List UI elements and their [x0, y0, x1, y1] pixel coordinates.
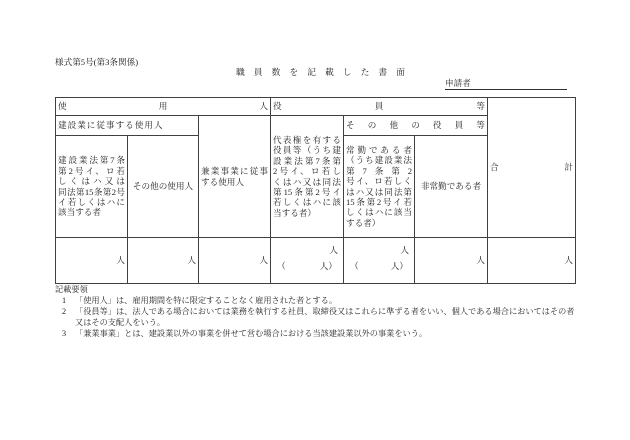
- note-line: 「使用人」は、雇用期間を特に限定することなく雇用された者とする。: [75, 296, 338, 305]
- other-officers-header-cell: [344, 116, 488, 136]
- count-cell-fulltime-officers: [344, 238, 415, 284]
- note-text: [75, 306, 574, 328]
- note-number: 1: [62, 296, 67, 305]
- notes-heading: 記載要領: [55, 285, 88, 294]
- cell-text-line: 若しくはハに該: [273, 197, 341, 208]
- note-item: [55, 306, 615, 328]
- cell-text-line: 建設業法第7条: [58, 155, 125, 166]
- cell-text-line: する者）: [346, 217, 381, 228]
- other-staff-label: その他の使用人: [132, 181, 194, 192]
- form-number: 様式第5号(第3条関係): [55, 57, 139, 67]
- total-header: 合計: [490, 162, 573, 173]
- unit-label: 人: [564, 255, 573, 266]
- cell-text-line: くはハ又は同法: [273, 176, 341, 187]
- count-cell-other-staff: [128, 238, 199, 284]
- open-paren: （: [277, 260, 286, 271]
- count-cell-side-business-staff: [199, 238, 271, 284]
- note-line: 又はその支配人をいう。: [75, 318, 166, 327]
- cell-text-line: はハ又は同法第: [346, 186, 412, 197]
- cell-text-line: 該当する者: [58, 207, 101, 218]
- table-header-row: [56, 98, 576, 116]
- unit-label: 人: [329, 245, 338, 256]
- construction-staff-header-cell: [56, 116, 199, 136]
- total-header-cell: [488, 98, 576, 238]
- unit-label: 人: [116, 255, 125, 266]
- count-row: [56, 238, 576, 284]
- fulltime-officers-cell: [344, 136, 415, 238]
- count-cell-representative-officers: [271, 238, 344, 284]
- note-item: [55, 328, 615, 339]
- applicant-field: [445, 78, 567, 90]
- cell-text-line: 兼業事業に従事: [201, 166, 268, 177]
- side-business-staff-cell: [199, 116, 271, 238]
- cell-text-line: 第2号イ、ロ若: [58, 165, 125, 176]
- cell-text-line: 号イ、ロ若しく: [346, 176, 412, 187]
- fulltime-officers-text: [346, 145, 412, 228]
- parttime-officers-label: 非常勤である者: [420, 181, 482, 192]
- unit-label: 人: [259, 255, 268, 266]
- cell-text-line: 15条第2号イ若: [346, 196, 412, 207]
- applicant-label: 申請者: [445, 78, 471, 88]
- cell-text-line: する使用人: [201, 176, 244, 187]
- cell-text-line: しくはハに該当: [346, 207, 412, 218]
- sub-unit-label: 人）: [390, 260, 408, 271]
- sub-count-line: [277, 261, 338, 271]
- side-business-staff-text: [201, 166, 268, 187]
- cell-text-line: 同法第15条第2号: [58, 186, 125, 197]
- unit-label: 人: [187, 255, 196, 266]
- parttime-officers-cell: [415, 136, 488, 238]
- notes-section: [55, 285, 615, 339]
- document-title: 職員数を記載した書面: [236, 67, 405, 77]
- representative-officers-text: [273, 135, 341, 218]
- employee-count-table: [55, 97, 576, 284]
- cell-text-line: しくはハ又は: [58, 176, 125, 187]
- count-cell-total: [488, 238, 576, 284]
- note-number: 2: [62, 307, 67, 316]
- cell-text-line: 2号イ、ロ若し: [273, 166, 341, 177]
- unit-label: 人: [400, 245, 409, 256]
- note-item: [55, 295, 615, 306]
- officers-header: 役員等: [273, 101, 485, 112]
- other-officers-header: その他の役員等: [346, 120, 485, 131]
- cell-text-line: 第15条第2号イ: [273, 186, 341, 197]
- employees-header: 使用人: [58, 101, 268, 112]
- sub-unit-label: 人）: [319, 260, 337, 271]
- note-text: [75, 295, 337, 306]
- cell-text-line: （うち建設業法: [346, 155, 412, 166]
- other-staff-cell: [128, 136, 199, 238]
- construction-staff-header: 建設業に従事する使用人: [58, 120, 164, 131]
- cell-text-line: 第7条第2: [346, 165, 412, 176]
- cell-text-line: 設業法第7条第: [273, 155, 341, 166]
- note-text: [75, 328, 427, 339]
- unit-label: 人: [476, 255, 485, 266]
- cell-text-line: 当する者）: [273, 207, 316, 218]
- open-paren: （: [350, 260, 359, 271]
- cell-text-line: 代表権を有する: [273, 134, 341, 145]
- qualified-staff-cell: [56, 136, 128, 238]
- sub-count-line: [350, 261, 409, 271]
- count-cell-qualified-staff: [56, 238, 128, 284]
- note-number: 3: [62, 329, 67, 338]
- count-cell-parttime-officers: [415, 238, 488, 284]
- qualified-staff-text: [58, 155, 125, 217]
- note-line: 「兼業事業」とは、建設業以外の事業を併せて営む場合における当該建設業以外の事業をいう。: [75, 329, 428, 338]
- cell-text-line: イ若しくはハに: [58, 196, 125, 207]
- note-line: 「役員等」は、法人である場合においては業務を執行する社員、取締役又はこれらに準ずる者をいい、個人である場合においてはその者: [75, 307, 575, 316]
- employees-header-cell: [56, 98, 271, 116]
- representative-officers-cell: [271, 116, 344, 238]
- cell-text-line: 常勤である者: [346, 144, 412, 155]
- cell-text-line: 役員等（うち建: [273, 145, 341, 156]
- officers-header-cell: [271, 98, 488, 116]
